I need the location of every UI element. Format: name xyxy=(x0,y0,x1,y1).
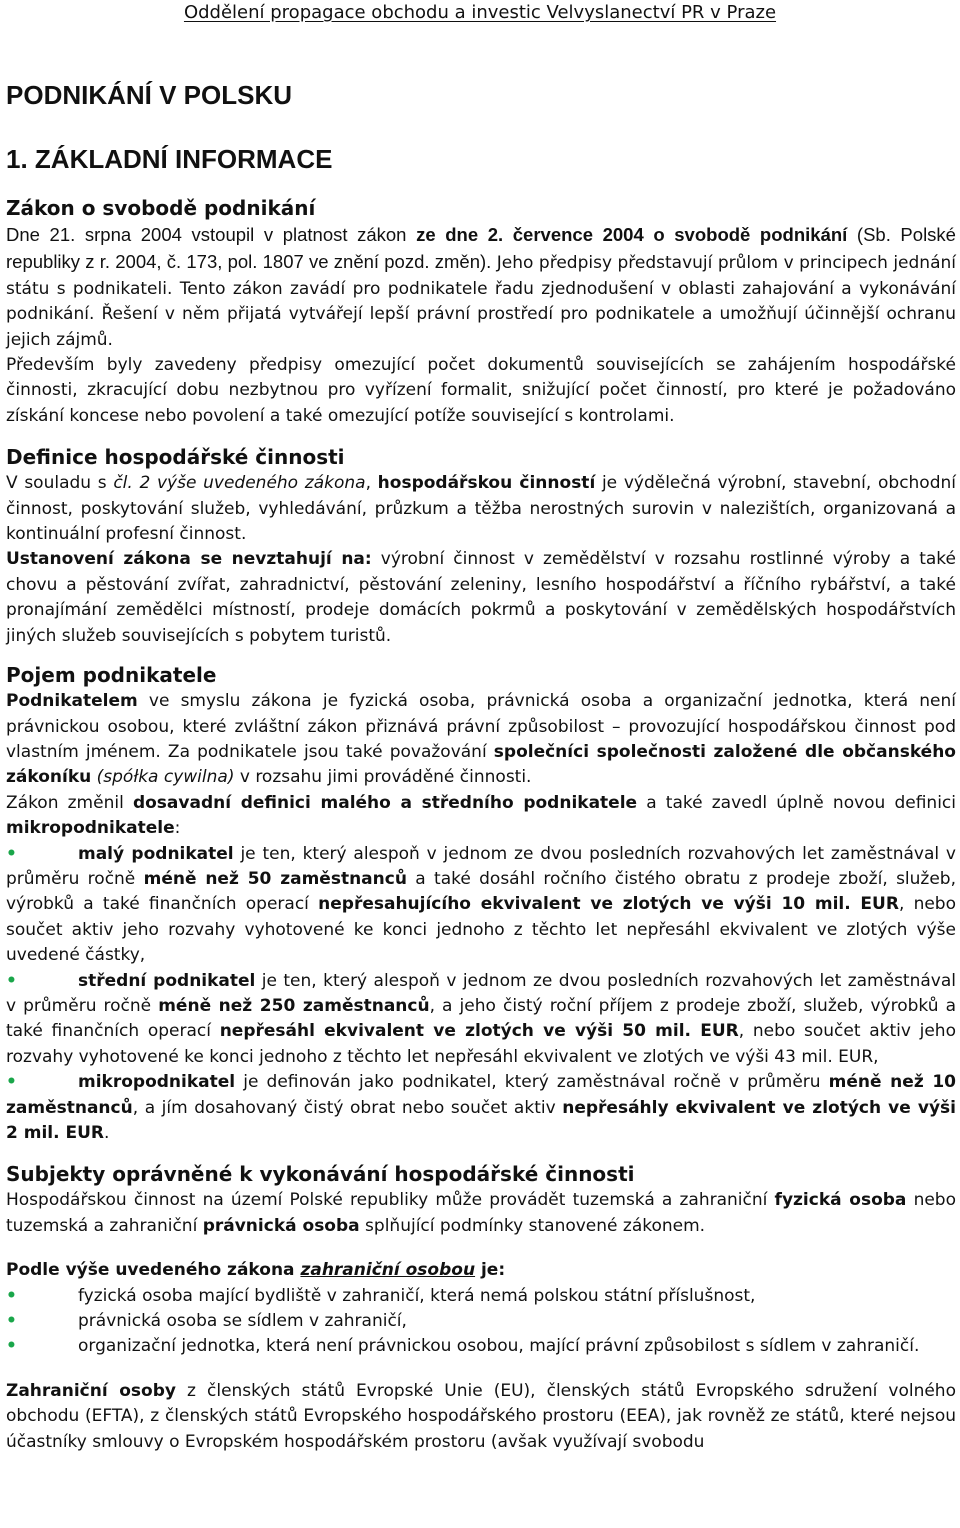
text: Zákon změnil xyxy=(6,792,133,813)
paragraph-foreign-persons-eu xyxy=(6,1379,956,1455)
bullet-icon: • xyxy=(6,1336,17,1357)
bullet-icon: • xyxy=(6,970,17,991)
text: : xyxy=(174,818,181,839)
section-title: 1. ZÁKLADNÍ INFORMACE xyxy=(6,144,333,174)
bullet-term: malý podnikatel xyxy=(78,843,234,864)
exclusions-label: Ustanovení zákona se nevztahují na: xyxy=(6,549,372,570)
text: je definován jako podnikatel, který zaměstnával ročně v průměru xyxy=(235,1072,829,1093)
text: právnická osoba se sídlem v zahraničí, xyxy=(78,1311,407,1332)
text: a také zavedl úplně novou definici xyxy=(637,792,957,813)
text: , a jeho čistý roční příjem z prodeje zboží, služeb, výrobků a také finančních operací xyxy=(6,995,956,1042)
heading-economic-activity-definition: Definice hospodářské činnosti xyxy=(6,445,345,470)
paragraph-entrepreneur-definition xyxy=(6,689,956,791)
text: splňující podmínky stanovené zákonem. xyxy=(359,1215,706,1236)
header-text: Oddělení propagace obchodu a investic Velvyslanectví PR v Praze xyxy=(183,2,777,23)
paragraph-act-measures: Především byly zavedeny předpisy omezující počet dokumentů souvisejících se zahájením hospodářské činnosti, zkracující dobu nezbytnou pro vyřízení formalit, snižující počet činností, pro které je požadováno získání koncese nebo povolení a také omezující potíže související s kontrolami. xyxy=(6,355,956,426)
bullet-icon: • xyxy=(6,1311,17,1332)
bullet-bold: méně než 250 zaměstnanců xyxy=(158,995,430,1016)
text: nebo tuzemská a zahraniční xyxy=(6,1190,956,1236)
list-item-small-entrepreneur xyxy=(6,842,956,969)
text: je výdělečná výrobní, stavební, obchodní činnost, poskytování služeb, vyhledávání, průzkum a těžba nerostných surovin v nalezištích, organizovaná a kontinuální profesní činnost. xyxy=(6,473,956,545)
text: z členských států Evropské Unie (EU), členských států Evropského sdružení volného obchodu (EFTA), z členských států Evropského hospodářského prostoru (EEA), jak rovněž ze států, které nejsou účastníky smlouvy o Evropském hospodářském prostoru (avšak využívají svobodu xyxy=(6,1380,956,1452)
text: je ten, který alespoň v jednom ze dvou posledních rozvahových let zaměstnával v průměru ročně xyxy=(6,970,956,1016)
term-entrepreneur: Podnikatelem xyxy=(6,691,138,712)
bullet-term: střední podnikatel xyxy=(78,970,256,991)
bullet-icon: • xyxy=(6,1072,17,1093)
list-item-medium-entrepreneur xyxy=(6,969,956,1071)
act-name-bold: ze dne 2. července 2004 o svobodě podnikání xyxy=(416,224,848,245)
bullet-icon: • xyxy=(6,1285,17,1306)
term-foreign-person: zahraniční osobou xyxy=(300,1260,476,1281)
list-item-foreign-natural-person xyxy=(6,1284,956,1309)
term-legal-person: právnická osoba xyxy=(202,1215,360,1236)
paragraph-activity-definition xyxy=(6,471,956,547)
list-item-foreign-organizational-unit xyxy=(6,1334,956,1359)
bold-text: Podle výše uvedeného zákona xyxy=(6,1260,301,1281)
term-civil-partnership: společníci společnosti založené dle občanského zákoníku xyxy=(6,741,956,788)
text: , nebo součet aktiv jeho rozvahy vyhotovené ke konci jednoho z těchto let nepřesáhl ekvivalent ve zlotých výše uvedené částky, xyxy=(6,894,956,966)
term-economic-activity: hospodářskou činností xyxy=(377,473,596,494)
term-natural-person: fyzická osoba xyxy=(774,1190,907,1211)
bullet-bold: méně než 50 zaměstnanců xyxy=(143,868,407,889)
text: . xyxy=(104,1123,110,1143)
paragraph-authorized-subjects xyxy=(6,1188,956,1239)
text: , xyxy=(365,473,378,494)
bullet-bold: nepřesahujícího ekvivalent ve zlotých ve výši 10 mil. EUR xyxy=(318,894,899,915)
paragraph-foreign-person-intro xyxy=(6,1258,956,1283)
heading-business-freedom-act: Zákon o svobodě podnikání xyxy=(6,196,316,220)
text: výrobní činnost v zemědělství v rozsahu rostlinné výroby a také chovu a pěstování zvířat, zahradnictví, pěstování zeleniny, lesního hospodářství a říčního rybářství, a také pronajímání zemědělci místností, prodeje domácích pokrmů a poskytování v zemědělských hospodářstvích jiných služeb souvisejících s pobytem turistů. xyxy=(6,549,956,646)
act-reference-text: (Sb. Polské republiky z r. 2004, č. 173, pol. 1807 ve znění pozd. změn). xyxy=(6,224,956,273)
text: a také dosáhl ročního čistého obratu z prodeje zboží, služeb, výrobků a také finančních operací xyxy=(6,868,957,915)
bullet-bold: méně než 10 zaměstnanců xyxy=(6,1072,957,1118)
bullet-icon: • xyxy=(6,843,17,864)
list-item-micro-entrepreneur xyxy=(6,1070,956,1146)
page-header xyxy=(0,1,960,25)
text: je ten, který alespoň v jednom ze dvou posledních rozvahových let zaměstnával v průměru ročně xyxy=(6,843,956,889)
bullet-term: mikropodnikatel xyxy=(78,1072,236,1093)
list-item-foreign-legal-person xyxy=(6,1309,956,1334)
text: , nebo součet aktiv jeho rozvahy vyhotovené ke konci jednoho z těchto let nepřesáhl ekvivalent ve zlotých ve výši 43 mil. EUR, xyxy=(6,1021,956,1067)
term-micro-entrepreneur: mikropodnikatele xyxy=(6,818,175,839)
text: ve smyslu zákona je fyzická osoba, právnická osoba a organizační jednotka, která není právnickou osobou, které zvláštní zákon přiznává právní způsobilost – provozující hospodářskou činnost pod vlastním jménem. Za podnikatele jsou také považování xyxy=(6,691,956,762)
heading-entrepreneur-concept: Pojem podnikatele xyxy=(6,663,217,688)
paragraph-exclusions xyxy=(6,547,956,649)
term-foreign-persons: Zahraniční osoby xyxy=(6,1380,176,1401)
text: fyzická osoba mající bydliště v zahraničí, která nemá polskou státní příslušnost, xyxy=(78,1285,756,1306)
text: V souladu s xyxy=(6,473,114,494)
heading-authorized-subjects: Subjekty oprávněné k vykonávání hospodářské činnosti xyxy=(6,1162,635,1187)
document-body xyxy=(6,194,956,1455)
text: v rozsahu jimi prováděné činnosti. xyxy=(234,767,532,788)
act-date-text: Dne 21. srpna 2004 vstoupil v platnost zákon xyxy=(6,224,417,245)
paragraph-act-intro xyxy=(6,222,956,353)
bullet-bold: nepřesáhl ekvivalent ve zlotých ve výši 50 mil. EUR xyxy=(219,1021,739,1042)
act-description-text: Jeho předpisy představují průlom v principech jednání státu s podnikateli. Tento zákon zavádí pro podnikatele řadu zjednodušení v oblasti zahajování a vykonávání podnikání. Řešení v něm přijatá vytvářejí lepší právní prostředí pro podnikatele a umožňují účinnější ochranu jejich zájmů. xyxy=(6,253,957,350)
bold-text: je: xyxy=(475,1260,506,1281)
article-reference: čl. 2 výše uvedeného zákona xyxy=(113,473,366,494)
paragraph-sme-definition-intro xyxy=(6,791,956,842)
term-sme-definition: dosavadní definici malého a středního podnikatele xyxy=(132,792,638,813)
document-title: PODNIKÁNÍ V POLSKU xyxy=(6,80,293,110)
text: organizační jednotka, která není právnickou osobou, mající právní způsobilost s sídlem v zahraničí. xyxy=(78,1336,920,1357)
bullet-bold: nepřesáhly ekvivalent ve zlotých ve výši 2 mil. EUR xyxy=(6,1097,956,1143)
text: Hospodářskou činnost na území Polské republiky může provádět tuzemská a zahraniční xyxy=(6,1190,775,1211)
text: , a jím dosahovaný čistý obrat nebo součet aktiv xyxy=(132,1097,563,1118)
polish-term: (spółka cywilna) xyxy=(96,767,235,788)
